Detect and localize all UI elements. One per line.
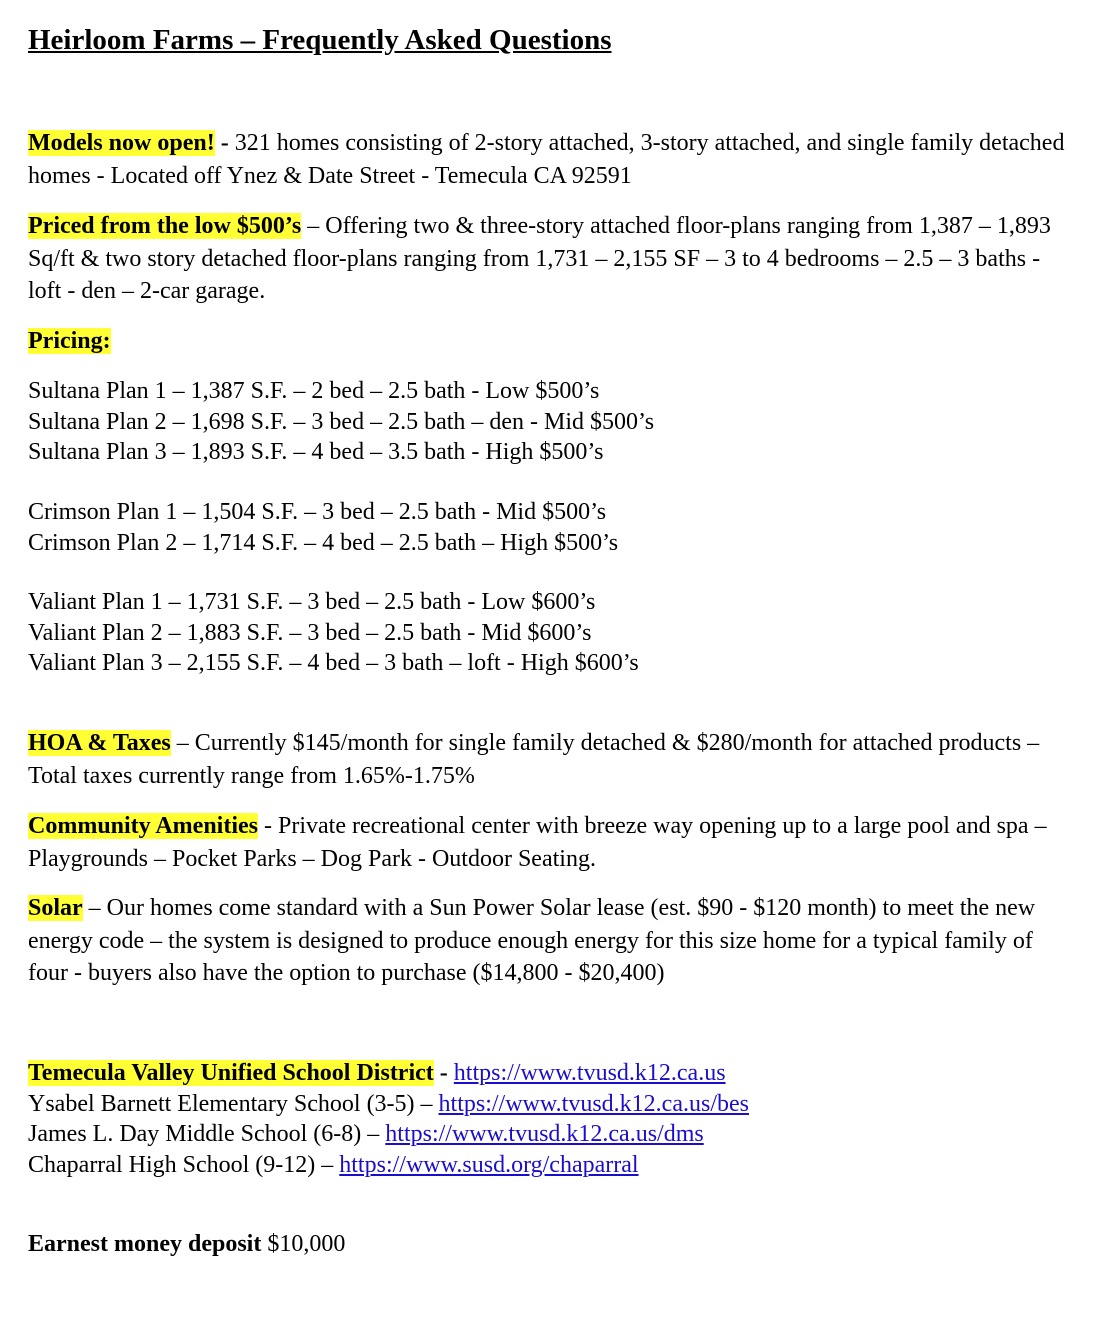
school-line — [28, 1119, 749, 1150]
school-line — [28, 1089, 749, 1120]
deposit-label: Earnest money deposit — [28, 1231, 262, 1257]
priced-paragraph — [28, 210, 1068, 308]
hoa-label: HOA & Taxes — [28, 730, 171, 756]
school-link[interactable]: https://www.tvusd.k12.ca.us/dms — [385, 1121, 704, 1147]
plan-line: Valiant Plan 1 – 1,731 S.F. – 3 bed – 2.5 bath - Low $600’s — [28, 589, 596, 615]
schools-list — [28, 1058, 749, 1180]
district-label: Temecula Valley Unified School District — [28, 1060, 434, 1086]
plan-line: Valiant Plan 2 – 1,883 S.F. – 3 bed – 2.5 bath - Mid $600’s — [28, 619, 592, 646]
school-link[interactable]: https://www.tvusd.k12.ca.us/bes — [438, 1090, 749, 1117]
pricing-heading-paragraph — [28, 325, 1068, 358]
district-separator: - — [433, 1060, 454, 1086]
amenities-paragraph — [28, 810, 1068, 875]
school-name: Chaparral High School (9-12) – — [28, 1151, 340, 1178]
school-name: James L. Day Middle School (6-8) – — [28, 1121, 386, 1147]
school-name: Ysabel Barnett Elementary School (3-5) – — [28, 1090, 439, 1117]
plan-line: Sultana Plan 3 – 1,893 S.F. – 4 bed – 3.5 bath - High $500’s — [28, 439, 604, 465]
amenities-text: - Private recreational center with breeze way opening up to a large pool and spa – Playgrounds – Pocket Parks – Dog Park - Outdoor Seating. — [28, 813, 1047, 872]
hoa-paragraph — [28, 727, 1068, 792]
amenities-label: Community Amenities — [28, 813, 258, 839]
priced-label: Priced from the low $500’s — [28, 213, 302, 239]
models-separator: - — [214, 130, 235, 156]
models-paragraph — [28, 127, 1068, 192]
sultana-plan-list — [28, 376, 654, 468]
solar-paragraph — [28, 892, 1068, 990]
solar-label: Solar — [28, 895, 83, 921]
plan-line: Crimson Plan 1 – 1,504 S.F. – 3 bed – 2.5 bath - Mid $500’s — [28, 499, 607, 525]
district-line — [28, 1058, 749, 1089]
solar-text: – Our homes come standard with a Sun Power Solar lease (est. $90 - $120 month) to meet the new energy code – the system is designed to produce enough energy for this size home for a typical family of four - buyers also have the option to purchase ($14,800 - $20,400) — [28, 895, 1036, 986]
models-text: 321 homes consisting of 2-story attached, 3-story attached, and single family detached homes - Located off Ynez & Date Street - Temecula CA 92591 — [28, 130, 1065, 189]
plan-line: Sultana Plan 2 – 1,698 S.F. – 3 bed – 2.5 bath – den - Mid $500’s — [28, 408, 655, 435]
school-link[interactable]: https://www.susd.org/chaparral — [339, 1151, 639, 1178]
crimson-plan-list — [28, 497, 618, 558]
pricing-label: Pricing: — [28, 328, 111, 354]
valiant-plan-list — [28, 587, 639, 679]
school-line — [28, 1150, 749, 1181]
deposit-value: $10,000 — [261, 1231, 346, 1257]
district-link[interactable]: https://www.tvusd.k12.ca.us — [453, 1060, 726, 1086]
plan-line: Valiant Plan 3 – 2,155 S.F. – 4 bed – 3 bath – loft - High $600’s — [28, 650, 639, 676]
page-title: Heirloom Farms – Frequently Asked Questions — [28, 24, 612, 56]
plan-line: Crimson Plan 2 – 1,714 S.F. – 4 bed – 2.5 bath – High $500’s — [28, 529, 619, 556]
deposit-paragraph — [28, 1229, 345, 1260]
plan-line: Sultana Plan 1 – 1,387 S.F. – 2 bed – 2.5 bath - Low $500’s — [28, 378, 600, 404]
models-label: Models now open! — [28, 130, 215, 156]
priced-text: – Offering two & three-story attached floor-plans ranging from 1,387 – 1,893 Sq/ft & two story detached floor-plans ranging from 1,731 – 2,155 SF – 3 to 4 bedrooms – 2.5 – 3 baths - loft - den – 2-car garage. — [28, 213, 1051, 304]
hoa-text: – Currently $145/month for single family detached & $280/month for attached products – Total taxes currently range from 1.65%-1.75% — [28, 730, 1040, 789]
